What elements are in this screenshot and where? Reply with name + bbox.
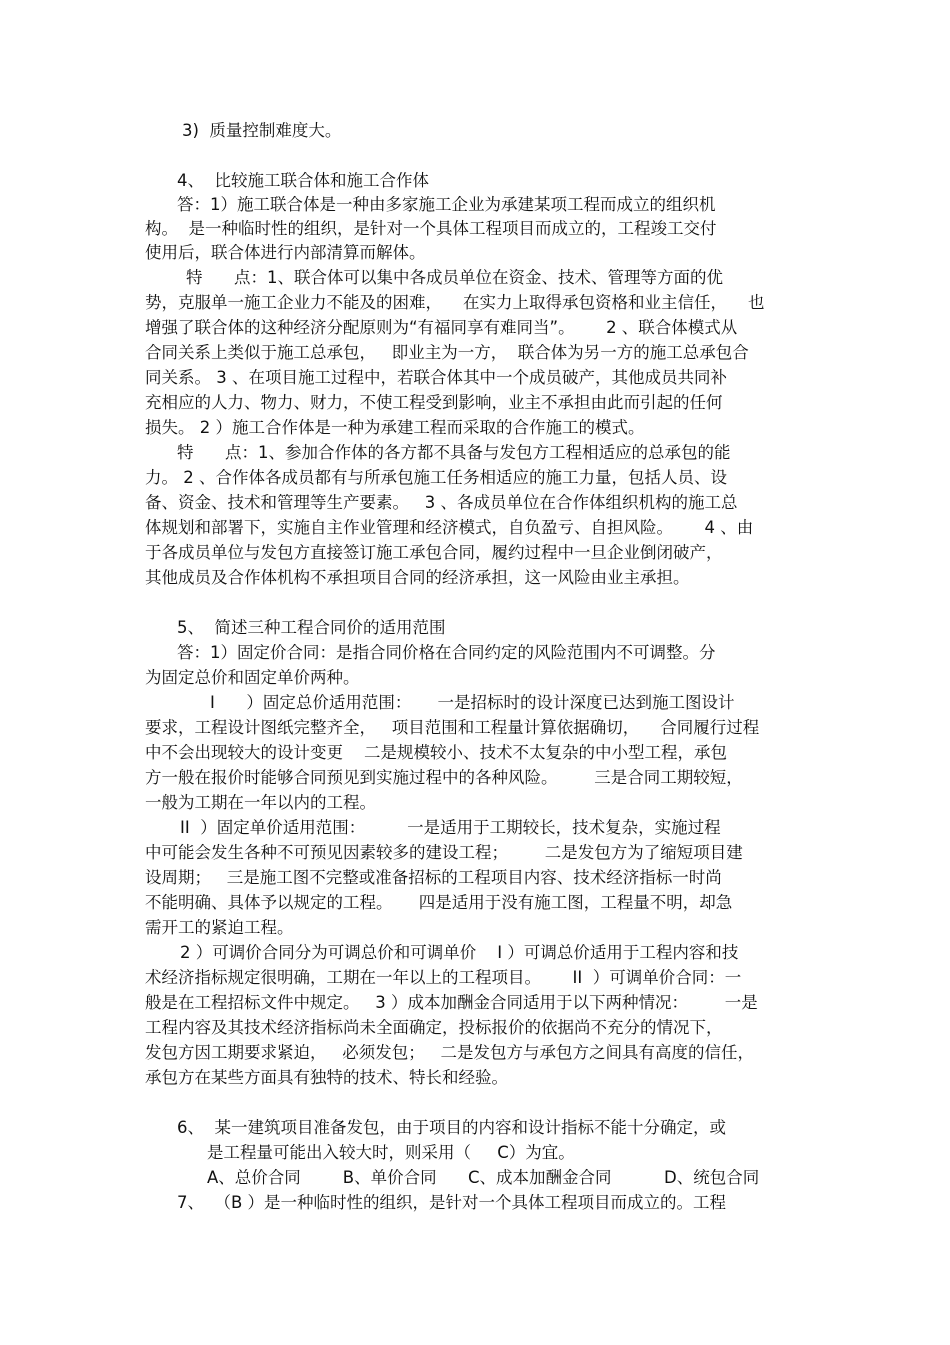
text-line: 承包方在某些方面具有独特的技术、特长和经验。: [145, 1068, 508, 1087]
answer-options: A、总价合同 B、单价合同 C、成本加酬金合同 D、统包合同: [207, 1168, 760, 1187]
text-line: 合同关系上类似于施工总承包， 即业主为一方， 联合体为另一方的施工总承包合: [145, 343, 749, 362]
text-line: 特 点：1、参加合作体的各方都不具备与发包方工程相适应的总承包的能: [177, 443, 731, 462]
question-heading: 4、 比较施工联合体和施工合作体: [177, 171, 429, 190]
text-line: 发包方因工期要求紧迫， 必须发包； 二是发包方与承包方之间具有高度的信任，: [145, 1043, 754, 1062]
text-line: 损失。 2 ）施工合作体是一种为承建工程而采取的合作施工的模式。: [145, 418, 645, 437]
text-line: 使用后，联合体进行内部清算而解体。: [145, 243, 426, 262]
text-line: 答：1）施工联合体是一种由多家施工企业为承建某项工程而成立的组织机: [177, 195, 716, 214]
text-line: 方一般在报价时能够合同预见到实施过程中的各种风险。 三是合同工期较短，: [145, 768, 743, 787]
text-line: II ）固定单价适用范围： 一是适用于工期较长，技术复杂，实施过程: [180, 818, 721, 837]
text-line: 其他成员及合作体机构不承担项目合同的经济承担，这一风险由业主承担。: [145, 568, 690, 587]
text-line: 构。 是一种临时性的组织，是针对一个具体工程项目而成立的，工程竣工交付: [145, 219, 717, 238]
question-heading: 7、 （B ）是一种临时性的组织，是针对一个具体工程项目而成立的。工程: [177, 1193, 727, 1212]
text-line: 充相应的人力、物力、财力，不使工程受到影响，业主不承担由此而引起的任何: [145, 393, 723, 412]
question-heading: 6、 某一建筑项目准备发包，由于项目的内容和设计指标不能十分确定，或: [177, 1118, 726, 1137]
text-line: 力。 2 、合作体各成员都有与所承包施工任务相适应的施工力量，包括人员、设: [145, 468, 727, 487]
text-line: 于各成员单位与发包方直接签订施工承包合同，履约过程中一旦企业倒闭破产，: [145, 543, 723, 562]
text-line: 增强了联合体的这种经济分配原则为“有福同享有难同当”。 2 、联合体模式从: [145, 318, 738, 337]
text-line: 需开工的紧迫工程。: [145, 918, 294, 937]
text-line: 术经济指标规定很明确，工期在一年以上的工程项目。 II ）可调单价合同：一: [145, 968, 742, 987]
text-line: 3) 质量控制难度大。: [182, 121, 342, 140]
question-heading: 5、 简述三种工程合同价的适用范围: [177, 618, 446, 637]
text-line: 一般为工期在一年以内的工程。: [145, 793, 376, 812]
text-line: 般是在工程招标文件中规定。 3 ）成本加酬金合同适用于以下两种情况： 一是: [145, 993, 758, 1012]
text-line: 要求，工程设计图纸完整齐全， 项目范围和工程量计算依据确切， 合同履行过程: [145, 718, 760, 737]
text-line: 是工程量可能出入较大时，则采用（ C）为宜。: [207, 1143, 575, 1162]
text-line: 中可能会发生各种不可预见因素较多的建设工程； 二是发包方为了缩短项目建: [145, 843, 743, 862]
text-line: 不能明确、具体予以规定的工程。 四是适用于没有施工图，工程量不明，却急: [145, 893, 733, 912]
text-line: 2 ）可调价合同分为可调总价和可调单价 I ）可调总价适用于工程内容和技: [180, 943, 739, 962]
text-line: 设周期； 三是施工图不完整或准备招标的工程项目内容、技术经济指标一时尚: [145, 868, 722, 887]
text-line: 体规划和部署下，实施自主作业管理和经济模式，自负盈亏、自担风险。 4 、由: [145, 518, 754, 537]
text-line: 势，克服单一施工企业力不能及的困难， 在实力上取得承包资格和业主信任， 也: [145, 293, 765, 312]
text-line: I ）固定总价适用范围： 一是招标时的设计深度已达到施工图设计: [210, 693, 735, 712]
text-line: 工程内容及其技术经济指标尚未全面确定，投标报价的依据尚不充分的情况下，: [145, 1018, 723, 1037]
text-line: 同关系。 3 、在项目施工过程中，若联合体其中一个成员破产，其他成员共同补: [145, 368, 727, 387]
text-line: 特 点：1、联合体可以集中各成员单位在资金、技术、管理等方面的优: [186, 268, 723, 287]
text-line: 中不会出现较大的设计变更 二是规模较小、技术不太复杂的中小型工程，承包: [145, 743, 727, 762]
text-line: 备、资金、技术和管理等生产要素。 3 、各成员单位在合作体组织机构的施工总: [145, 493, 738, 512]
text-line: 答：1）固定价合同：是指合同价格在合同约定的风险范围内不可调整。分: [177, 643, 716, 662]
text-line: 为固定总价和固定单价两种。: [145, 668, 360, 687]
